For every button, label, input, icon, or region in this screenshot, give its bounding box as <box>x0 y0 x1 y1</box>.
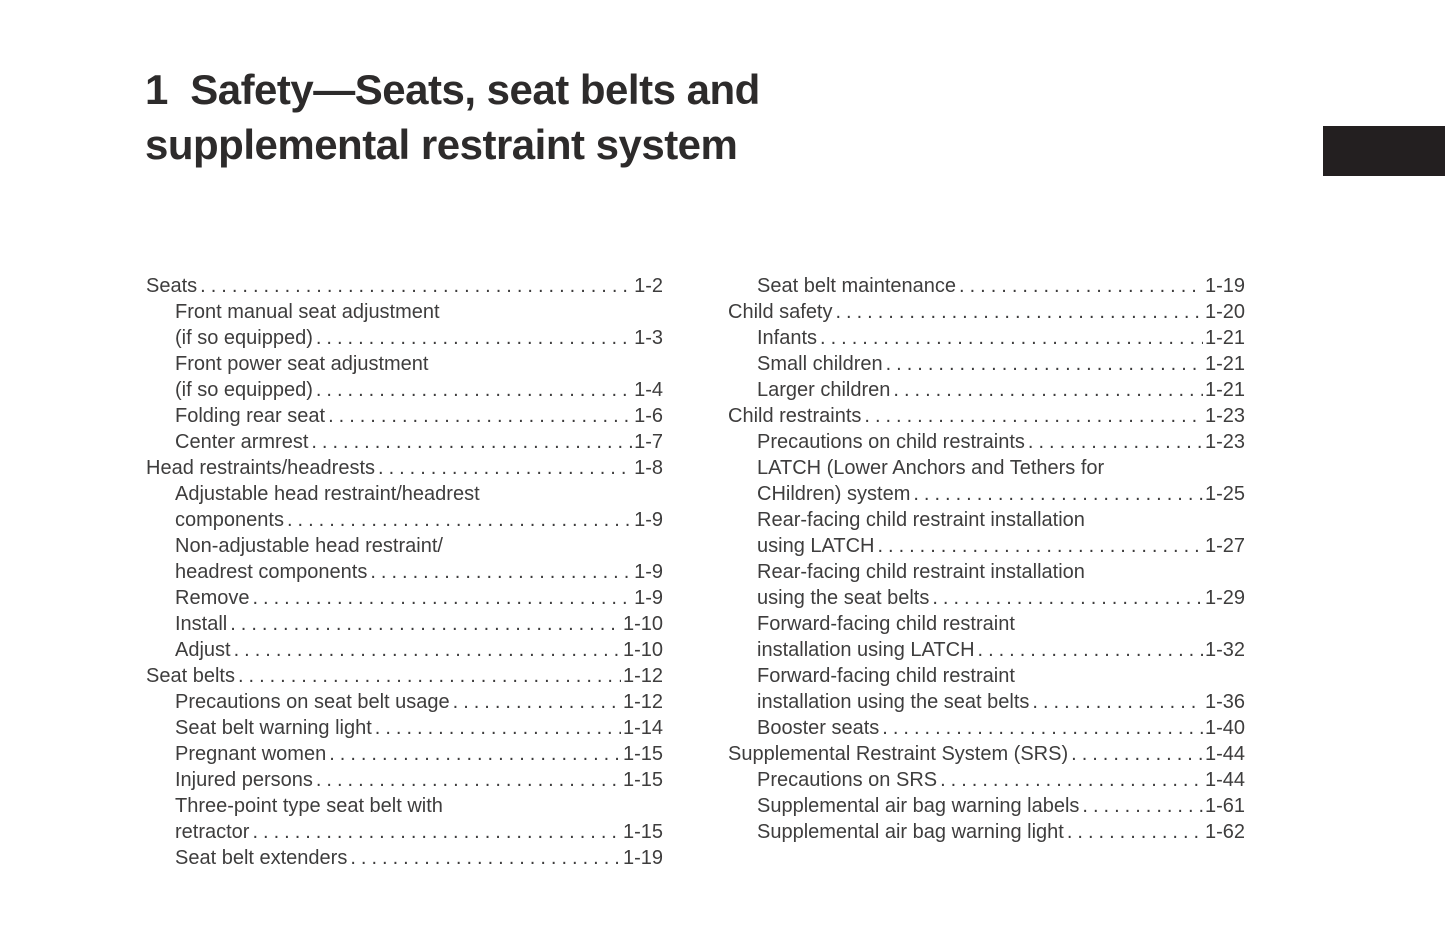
toc-dot-leader <box>883 351 1203 377</box>
toc-entry-line <box>146 481 663 507</box>
toc-page-number: 1-6 <box>634 405 663 427</box>
toc-entry-label: Front manual seat adjustment <box>175 301 440 323</box>
toc-entry-label: Folding rear seat <box>175 405 326 427</box>
toc-page-number: 1-9 <box>634 587 663 609</box>
toc-page-number: 1-44 <box>1204 743 1245 765</box>
toc-entry-line <box>146 377 663 403</box>
toc-entry-line <box>728 637 1245 663</box>
toc-entry-line <box>728 403 1245 429</box>
toc-entry-line <box>728 429 1245 455</box>
toc-dot-leader <box>861 403 1203 429</box>
toc-page-number: 1-15 <box>622 769 663 791</box>
toc-entry-label: Seat belt maintenance <box>757 275 957 297</box>
toc-dot-leader <box>347 845 621 871</box>
toc-entry-line <box>146 793 663 819</box>
toc-entry-line <box>728 819 1245 845</box>
toc-entry-line <box>146 533 663 559</box>
toc-entry-line <box>146 715 663 741</box>
toc-page-number: 1-27 <box>1204 535 1245 557</box>
toc-entry-line <box>146 585 663 611</box>
toc-page-number: 1-15 <box>622 821 663 843</box>
toc-entry-label: Supplemental air bag warning light <box>757 821 1064 843</box>
toc-entry-line <box>728 611 1245 637</box>
toc-entry-label: Seat belts <box>146 665 235 687</box>
toc-page-number: 1-36 <box>1204 691 1245 713</box>
toc-dot-leader <box>284 507 632 533</box>
toc-entry-label: Seat belt warning light <box>175 717 372 739</box>
toc-page-number: 1-21 <box>1204 327 1245 349</box>
toc-dot-leader <box>975 637 1203 663</box>
toc-entry-label: Rear-facing child restraint installation <box>757 561 1085 583</box>
toc-entry-line <box>728 767 1245 793</box>
toc-dot-leader <box>313 767 621 793</box>
toc-page-number: 1-44 <box>1204 769 1245 791</box>
toc-page-number: 1-4 <box>634 379 663 401</box>
toc-entry-label: Adjustable head restraint/headrest <box>175 483 480 505</box>
toc-page-number: 1-21 <box>1204 353 1245 375</box>
toc-page-number: 1-21 <box>1204 379 1245 401</box>
toc-page-number: 1-3 <box>634 327 663 349</box>
toc-dot-leader <box>372 715 621 741</box>
toc-entry-label: Adjust <box>175 639 231 661</box>
toc-entry-label: Pregnant women <box>175 743 327 765</box>
toc-dot-leader <box>313 325 632 351</box>
toc-page-number: 1-40 <box>1204 717 1245 739</box>
toc-entry-line <box>146 559 663 585</box>
toc-dot-leader <box>1068 741 1203 767</box>
toc-entry-label: Seats <box>146 275 198 297</box>
toc-page-number: 1-19 <box>1204 275 1245 297</box>
toc-entry-label: retractor <box>175 821 250 843</box>
toc-entry-label: (if so equipped) <box>175 327 313 349</box>
toc-entry-line <box>146 455 663 481</box>
toc-entry-line <box>728 351 1245 377</box>
toc-entry-line <box>146 637 663 663</box>
toc-dot-leader <box>890 377 1203 403</box>
table-of-contents <box>146 273 1246 871</box>
toc-entry-label: Precautions on seat belt usage <box>175 691 450 713</box>
page-title-line-2: supplemental restraint system <box>145 121 738 168</box>
toc-dot-leader <box>249 585 632 611</box>
toc-entry-line <box>728 507 1245 533</box>
page-title <box>145 62 760 172</box>
toc-entry-line <box>146 845 663 871</box>
toc-entry-label: Forward-facing child restraint <box>757 613 1015 635</box>
toc-entry-line <box>146 325 663 351</box>
toc-entry-label: Non-adjustable head restraint/ <box>175 535 443 557</box>
toc-entry-line <box>146 403 663 429</box>
toc-page-number: 1-29 <box>1204 587 1245 609</box>
toc-entry-line <box>146 507 663 533</box>
toc-page-number: 1-2 <box>634 275 663 297</box>
toc-page-number: 1-9 <box>634 509 663 531</box>
toc-page-number: 1-15 <box>622 743 663 765</box>
toc-entry-line <box>146 741 663 767</box>
toc-entry-line <box>146 663 663 689</box>
toc-entry-label: Rear-facing child restraint installation <box>757 509 1085 531</box>
toc-page-number: 1-7 <box>634 431 663 453</box>
toc-entry-line <box>728 793 1245 819</box>
toc-entry-line <box>146 351 663 377</box>
toc-entry-line <box>728 663 1245 689</box>
toc-dot-leader <box>325 403 632 429</box>
toc-entry-label: Three-point type seat belt with <box>175 795 443 817</box>
toc-page-number: 1-61 <box>1204 795 1245 817</box>
toc-dot-leader <box>874 533 1203 559</box>
toc-page-number: 1-23 <box>1204 431 1245 453</box>
toc-entry-line <box>728 299 1245 325</box>
toc-entry-label: Head restraints/headrests <box>146 457 376 479</box>
toc-entry-label: Precautions on SRS <box>757 769 938 791</box>
toc-entry-label: LATCH (Lower Anchors and Tethers for <box>757 457 1105 479</box>
toc-dot-leader <box>1079 793 1203 819</box>
toc-page-number: 1-25 <box>1204 483 1245 505</box>
toc-entry-line <box>728 377 1245 403</box>
toc-column-left <box>146 273 663 871</box>
page-title-line-1: 1 Safety—Seats, seat belts and <box>145 66 760 113</box>
toc-entry-line <box>728 481 1245 507</box>
toc-entry-label: Small children <box>757 353 883 375</box>
toc-dot-leader <box>910 481 1203 507</box>
toc-entry-label: (if so equipped) <box>175 379 313 401</box>
toc-dot-leader <box>235 663 621 689</box>
toc-entry-label: Precautions on child restraints <box>757 431 1025 453</box>
toc-page-number: 1-32 <box>1204 639 1245 661</box>
toc-page-number: 1-19 <box>622 847 663 869</box>
toc-page-number: 1-12 <box>622 665 663 687</box>
toc-entry-line <box>728 689 1245 715</box>
toc-page-number: 1-20 <box>1204 301 1245 323</box>
toc-page-number: 1-23 <box>1204 405 1245 427</box>
toc-entry-line <box>728 559 1245 585</box>
toc-page-number: 1-12 <box>622 691 663 713</box>
toc-entry-label: headrest components <box>175 561 368 583</box>
toc-entry-label: Infants <box>757 327 818 349</box>
toc-entry-label: Booster seats <box>757 717 880 739</box>
toc-page-number: 1-8 <box>634 457 663 479</box>
toc-entry-label: Remove <box>175 587 250 609</box>
toc-dot-leader <box>197 273 632 299</box>
toc-dot-leader <box>367 559 632 585</box>
toc-page-number: 1-9 <box>634 561 663 583</box>
toc-dot-leader <box>817 325 1203 351</box>
toc-entry-line <box>146 611 663 637</box>
toc-page-number: 1-14 <box>622 717 663 739</box>
toc-dot-leader <box>231 637 621 663</box>
toc-dot-leader <box>227 611 621 637</box>
toc-dot-leader <box>937 767 1203 793</box>
toc-dot-leader <box>956 273 1203 299</box>
toc-entry-label: Injured persons <box>175 769 313 791</box>
toc-entry-label: CHildren) system <box>757 483 911 505</box>
toc-dot-leader <box>1025 429 1203 455</box>
chapter-edge-tab <box>1323 126 1445 176</box>
toc-dot-leader <box>1029 689 1203 715</box>
toc-entry-label: components <box>175 509 284 531</box>
toc-entry-line <box>728 715 1245 741</box>
toc-dot-leader <box>1064 819 1203 845</box>
toc-entry-label: using LATCH <box>757 535 875 557</box>
toc-dot-leader <box>249 819 621 845</box>
toc-entry-label: Install <box>175 613 228 635</box>
toc-entry-line <box>146 819 663 845</box>
toc-page-number: 1-10 <box>622 639 663 661</box>
toc-entry-label: Larger children <box>757 379 891 401</box>
toc-page-number: 1-62 <box>1204 821 1245 843</box>
toc-entry-label: Child restraints <box>728 405 862 427</box>
toc-entry-line <box>728 325 1245 351</box>
toc-entry-line <box>146 689 663 715</box>
toc-page-number: 1-10 <box>622 613 663 635</box>
toc-entry-label: Supplemental air bag warning labels <box>757 795 1080 817</box>
toc-entry-line <box>146 299 663 325</box>
toc-entry-line <box>146 767 663 793</box>
toc-dot-leader <box>326 741 621 767</box>
toc-dot-leader <box>375 455 632 481</box>
toc-entry-line <box>728 741 1245 767</box>
toc-entry-label: using the seat belts <box>757 587 930 609</box>
toc-entry-line <box>146 429 663 455</box>
toc-dot-leader <box>450 689 621 715</box>
toc-entry-label: Supplemental Restraint System (SRS) <box>728 743 1069 765</box>
toc-dot-leader <box>313 377 632 403</box>
toc-entry-line <box>728 455 1245 481</box>
toc-entry-line <box>728 585 1245 611</box>
toc-entry-line <box>146 273 663 299</box>
toc-entry-label: Child safety <box>728 301 833 323</box>
toc-entry-label: Seat belt extenders <box>175 847 348 869</box>
toc-column-right <box>728 273 1245 871</box>
toc-dot-leader <box>929 585 1203 611</box>
toc-entry-line <box>728 273 1245 299</box>
toc-entry-line <box>728 533 1245 559</box>
toc-entry-label: installation using LATCH <box>757 639 975 661</box>
toc-entry-label: Center armrest <box>175 431 309 453</box>
toc-entry-label: Front power seat adjustment <box>175 353 429 375</box>
toc-entry-label: Forward-facing child restraint <box>757 665 1015 687</box>
toc-dot-leader <box>308 429 632 455</box>
toc-dot-leader <box>879 715 1203 741</box>
toc-dot-leader <box>833 299 1203 325</box>
toc-entry-label: installation using the seat belts <box>757 691 1030 713</box>
